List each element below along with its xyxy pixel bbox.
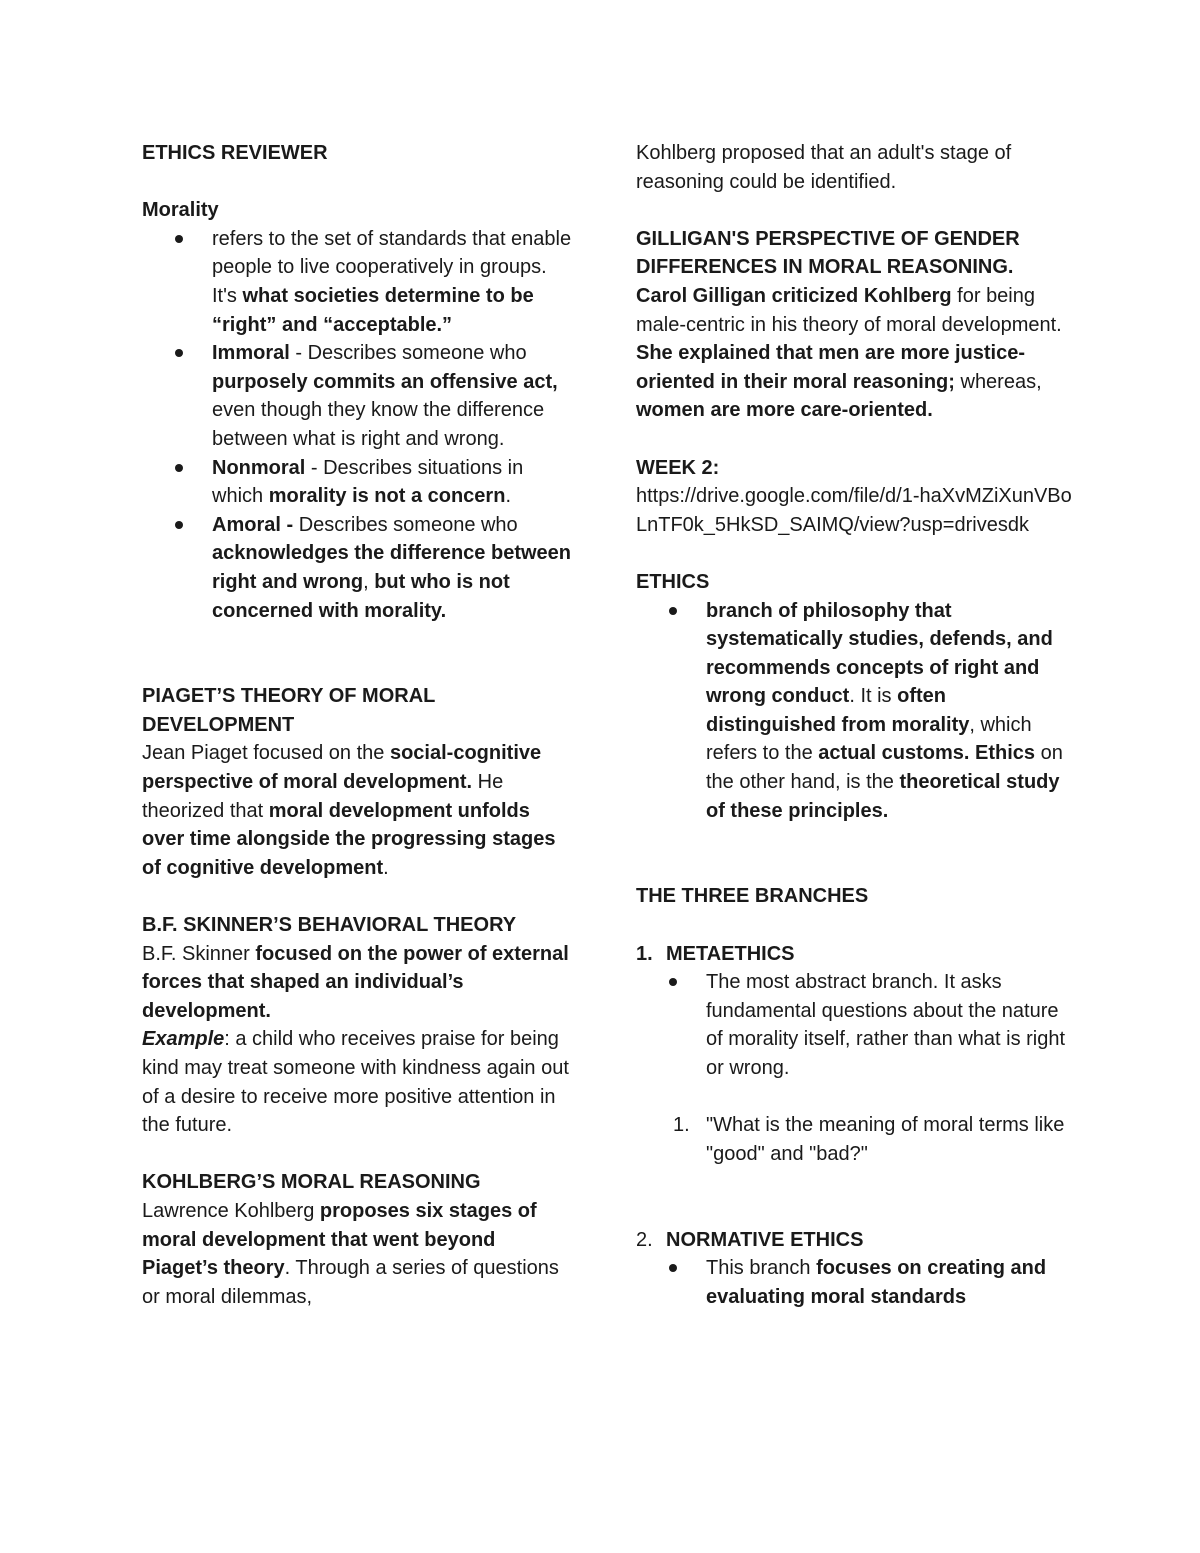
list-number: 2. xyxy=(636,1228,653,1251)
ethics-list xyxy=(636,597,1076,826)
bold-text: social-cognitive perspective of moral development. xyxy=(142,742,542,794)
bold-text: moral development unfolds over time alongside the progressing stages of cognitive development xyxy=(142,799,556,879)
text: for being male-centric in his theory of moral development. xyxy=(636,284,1062,336)
text: He theorized that xyxy=(142,771,504,822)
bold-text: purposely commits an offensive act, xyxy=(212,370,558,393)
text: "What is the meaning of moral terms like "good" and "bad?" xyxy=(706,1114,1065,1165)
list-item xyxy=(212,225,572,339)
text: , which refers to the xyxy=(706,713,1032,765)
bold-text: but who is not concerned with morality. xyxy=(212,570,510,622)
bold-text: morality is not a concern xyxy=(268,485,506,508)
bold-text: NORMATIVE ETHICS xyxy=(666,1228,864,1251)
document-title: ETHICS REVIEWER xyxy=(142,142,328,164)
text: even though they know the difference between what is right and wrong. xyxy=(212,399,545,450)
text: B.F. Skinner xyxy=(142,942,256,965)
bold-text: actual customs. xyxy=(818,742,970,765)
bold-text: Immoral xyxy=(212,342,290,365)
metaethics-list xyxy=(636,968,1076,1082)
list-number: 1. xyxy=(636,942,653,965)
bold-text: focuses on creating and evaluating moral standards xyxy=(706,1257,1047,1308)
text: . It is xyxy=(849,685,898,708)
list-number: 1. xyxy=(673,1114,690,1137)
text: , xyxy=(363,570,375,593)
kohlberg-heading: KOHLBERG’S MORAL REASONING xyxy=(142,1171,481,1194)
metaethics-heading xyxy=(636,940,1076,969)
piaget-heading: PIAGET’S THEORY OF MORAL DEVELOPMENT xyxy=(142,685,435,736)
example-label: Example xyxy=(142,1028,225,1051)
bold-text: focused on the power of external forces that shaped an individual’s development. xyxy=(142,942,569,1022)
list-item: The most abstract branch. It asks fundamental questions about the nature of morality itself, rather than what is right or wrong. xyxy=(706,968,1076,1082)
text: . Through a series of questions or moral dilemmas, xyxy=(142,1257,559,1308)
list-item xyxy=(706,1254,1076,1311)
bold-text: proposes six stages of moral development that went beyond Piaget’s theory xyxy=(142,1199,537,1280)
week2-heading: WEEK 2: xyxy=(636,456,720,479)
bold-text: acknowledges the difference between right and wrong xyxy=(212,542,571,593)
text: - Describes situations in which xyxy=(212,456,524,508)
bold-text: Amoral - xyxy=(212,513,299,536)
text: Jean Piaget focused on the xyxy=(142,742,390,765)
bold-text: branch of philosophy that systematically studies, defends, and recommends concepts of right and wrong conduct xyxy=(706,599,1053,708)
text: This branch xyxy=(706,1257,817,1280)
text: METAETHICS xyxy=(666,942,795,965)
text: refers to the set of standards that enable people to live cooperatively in groups. It's xyxy=(212,227,572,307)
text: : a child who receives praise for being kind may treat someone with kindness again out of a desire to receive more positive attention in the future. xyxy=(142,1028,569,1137)
bold-text: theoretical study of these principles. xyxy=(706,771,1060,822)
morality-heading: Morality xyxy=(142,199,219,222)
left-column xyxy=(142,139,572,1311)
text: - Describes someone who xyxy=(289,342,527,365)
bold-text: She explained that men are more justice-oriented in their moral reasoning; xyxy=(636,342,1026,393)
metaethics-question xyxy=(636,1111,1076,1168)
normative-list xyxy=(636,1254,1076,1311)
text: . xyxy=(383,856,389,879)
week2-link[interactable]: https://drive.google.com/file/d/1-haXvMZiXunVBoLnTF0k_5HkSD_SAIMQ/view?usp=drivesdk xyxy=(636,485,1072,536)
skinner-example xyxy=(142,1025,572,1139)
kohlberg-paragraph xyxy=(142,1197,572,1311)
ethics-heading: ETHICS xyxy=(636,570,710,593)
skinner-paragraph xyxy=(142,940,572,1026)
bold-text: what societies determine to be “right” and “acceptable.” xyxy=(212,284,534,336)
bold-text: Nonmoral xyxy=(212,456,306,479)
text: Describes someone who xyxy=(298,513,518,536)
bold-text: Ethics xyxy=(975,742,1036,765)
text: . xyxy=(505,485,511,508)
text: on the other hand, is the xyxy=(706,742,1063,794)
list-item xyxy=(212,511,572,625)
bold-text: women are more care-oriented. xyxy=(636,399,933,422)
list-item xyxy=(212,454,572,511)
gilligan-heading: GILLIGAN'S PERSPECTIVE OF GENDER DIFFERENCES IN MORAL REASONING. xyxy=(636,227,1020,279)
bold-text: often distinguished from morality xyxy=(706,685,970,736)
text: Lawrence Kohlberg xyxy=(142,1199,320,1222)
gilligan-paragraph xyxy=(636,282,1076,425)
text: whereas, xyxy=(954,370,1042,393)
right-column xyxy=(636,139,1076,1311)
kohlberg-continued: Kohlberg proposed that an adult's stage of reasoning could be identified. xyxy=(636,142,1012,193)
morality-list xyxy=(142,225,572,625)
skinner-heading: B.F. SKINNER’S BEHAVIORAL THEORY xyxy=(142,914,517,937)
normative-heading xyxy=(636,1226,1076,1255)
three-branches-heading: THE THREE BRANCHES xyxy=(636,885,869,908)
list-item xyxy=(706,597,1076,826)
piaget-paragraph xyxy=(142,739,572,882)
bold-text: Carol Gilligan criticized Kohlberg xyxy=(636,284,952,307)
list-item xyxy=(212,339,572,453)
